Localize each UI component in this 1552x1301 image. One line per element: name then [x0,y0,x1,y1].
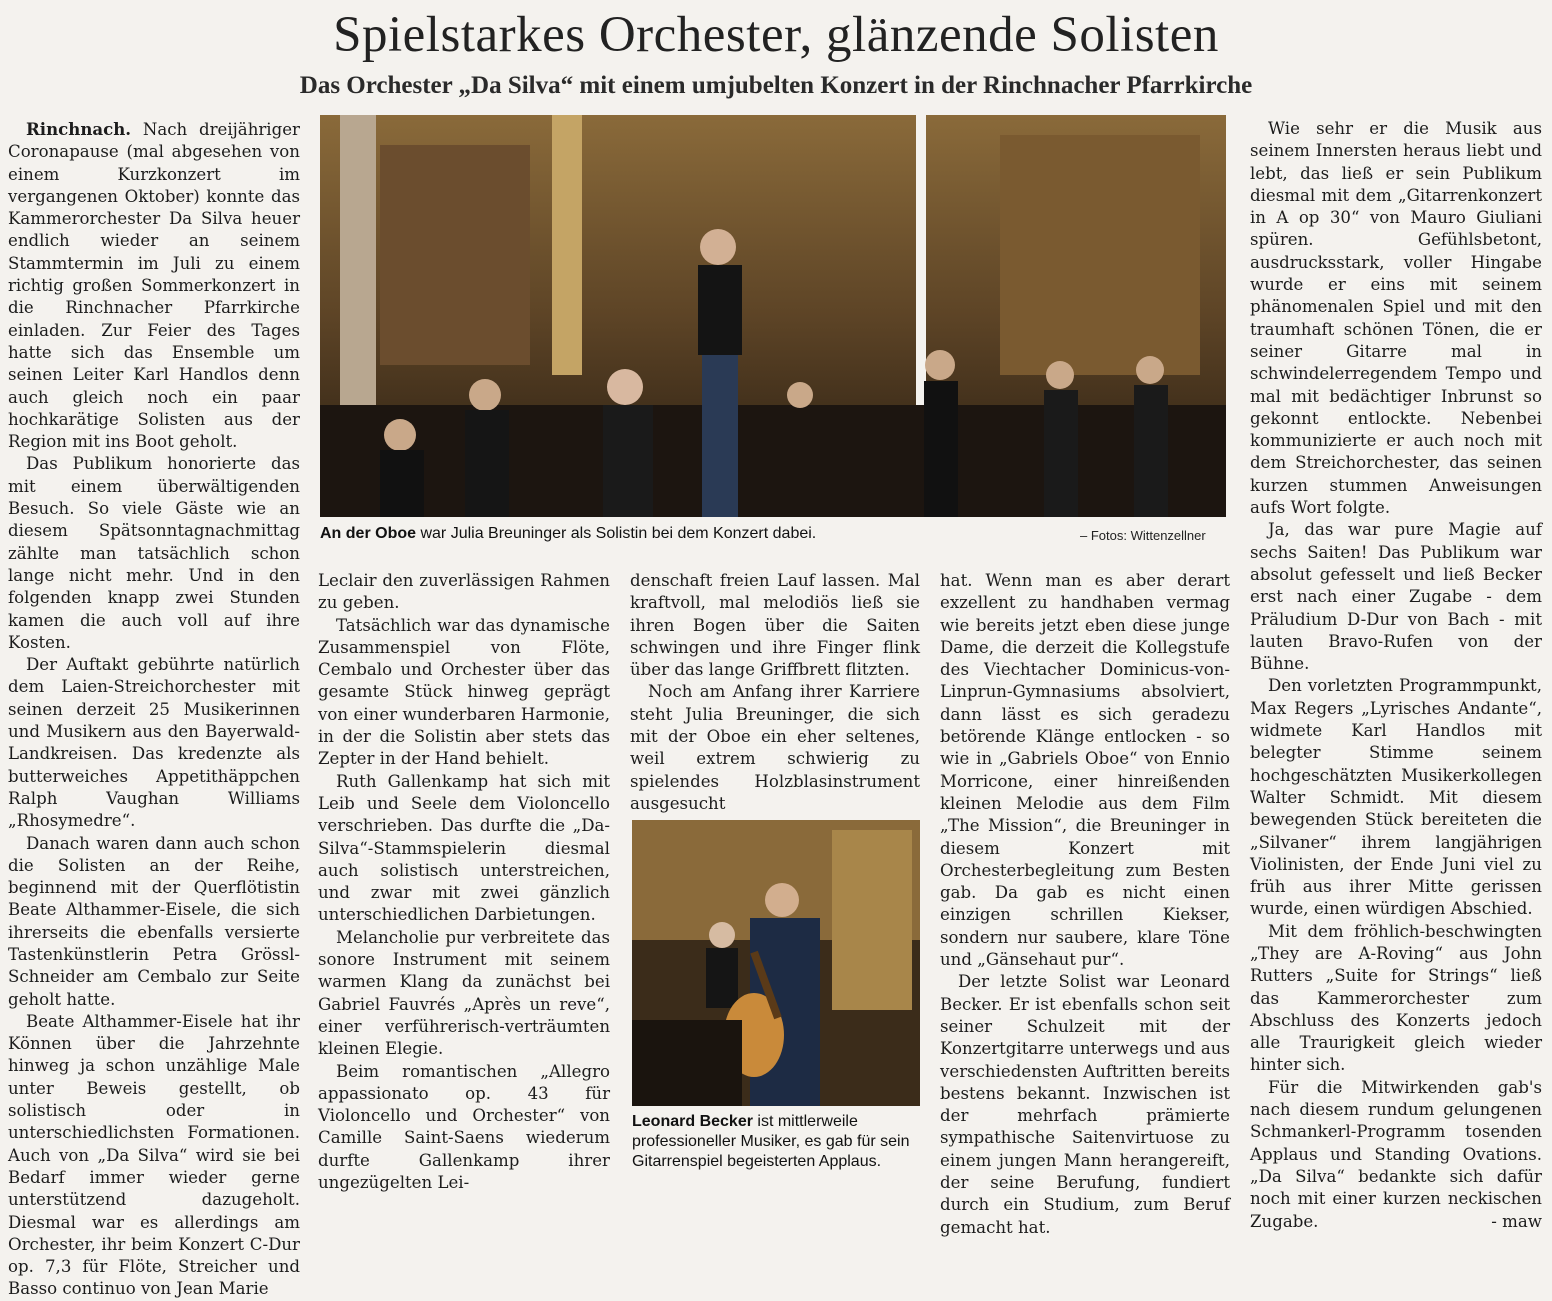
headline: Spielstarkes Orchester, glänzende Solisten [333,7,1219,63]
dateline: Rinchnach. [26,119,132,139]
guitarist-photo [632,820,920,1106]
paragraph: Beim romantischen „Allegro appassionato op. 43 für Violoncello und Orchester“ von Camille Saint-Saens wiederum durfte Gallenkamp ihrer ungezügelten Lei- [318,1061,610,1193]
caption-name: An der Oboe [320,525,417,542]
caption-name: Leonard Becker [632,1113,753,1130]
paragraph: Ja, das war pure Magie auf sechs Saiten! Das Publikum war absolut gefesselt und ließ Becker erst nach einer Zugabe - dem Präludium D-Dur von Bach - mit lauten Bravo-Rufen von der Bühne. [1250,520,1542,674]
paragraph: hat. Wenn man es aber derart exzellent zu handhaben vermag wie bereits jetzt eben diese junge Dame, die derzeit die Kollegstufe des Viechtacher Dominicus-von-Linprun-Gymnasiums absolviert, dann lässt es sich geradezu betörende Klänge entlocken - so wie in „Gabriels Oboe“ von Ennio Morricone, einer hinreißenden kleinen Melodie aus dem Film „The Mission“, die Breuninger in diesem Konzert mit Orchesterbegleitung zum Besten gab. Da gab es nicht einen einzigen schrillen Kiekser, sondern nur saubere, klare Töne und „Gänsehaut pur“. [940,571,1230,970]
guitarist-image [632,820,920,1106]
paragraph: Für die Mitwirkenden gab's nach diesem rundum gelungenen Schmankerl-Programm tosenden Applaus und Standing Ovations. „Da Silva“ bedankte sich dafür noch mit einer kurzen neckischen Zugabe. - maw [1250,1077,1542,1233]
paragraph: Den vorletzten Programmpunkt, Max Regers „Lyrisches Andante“, widmete Karl Handlos mit belegter Stimme seinem hochgeschätzten Musikerkollegen Walter Schmidt. Mit diesem bewegenden Stück bereiteten die „Silvaner“ ihrem langjährigen Violinisten, der Ende Juni viel zu früh aus ihrer Mitte gerissen wurde, einen würdigen Abschied. [1250,676,1542,919]
article-column-4 [940,570,1230,1239]
paragraph: Noch am Anfang ihrer Karriere steht Julia Breuninger, die sich mit der Oboe ein eher seltenes, weil extrem schwierig zu spielendes Holzblasinstrument ausgesucht [630,682,920,813]
paragraph: Beate Althammer-Eisele hat ihr Können über die Jahrzehnte hinweg ja schon unzählige Male unter Beweis gestellt, ob solistisch oder in unterschiedlichsten Formationen. Auch von „Da Silva“ wird sie bei Bedarf immer wieder gerne unterstützend dazugeholt. Diesmal war es allerdings am Orchester, ihr beim Konzert C-Dur op. 7,3 für Flöte, Streicher und Basso continuo von Jean Marie [8,1011,300,1299]
main-photo-caption: An der Oboe war Julia Breuninger als Solistin bei dem Konzert dabei. [320,525,817,542]
article-column-3 [630,570,920,815]
paragraph: Rinchnach. Nach dreijähriger Coronapause (mal abgesehen von einem Kurzkonzert im vergangenen Oktober) konnte das Kammerorchester Da Silva heuer endlich wieder an seinem Stammtermin im Juli zu einem richtig großen Sommerkonzert in die Rinchnacher Pfarrkirche einladen. Zur Feier des Tages hatte sich das Ensemble um seinen Leiter Karl Handlos denn auch gleich noch ein paar hochkarätige Solisten aus der Region mit ins Boot geholt. [8,119,300,452]
article-column-1 [8,118,300,1301]
paragraph: Danach waren dann auch schon die Solisten an der Reihe, beginnend mit der Querflötistin Beate Althammer-Eisele, die sich ihrerseits die ebenfalls versierte Tastenkünstlerin Petra Grössl-Schneider am Cembalo zur Seite geholt hatte. [8,833,300,1009]
paragraph: Der Auftakt gebührte natürlich dem Laien-Streichorchester mit seinen derzeit 25 Musikerinnen und Musikern aus den Bayerwald-Landkreisen. Das kredenzte als butterweiches Appetithäppchen Ralph Vaughan Williams „Rhosymedre“. [8,655,300,831]
paragraph: Melancholie pur verbreitete das sonore Instrument mit seinem warmen Klang da zunächst bei Gabriel Fauvrés „Après un reve“, einer verführerisch-verträumten kleinen Elegie. [318,927,610,1059]
paragraph: Leclair den zuverlässigen Rahmen zu geben. [318,571,610,613]
paragraph: Der letzte Solist war Leonard Becker. Er ist ebenfalls schon seit seiner Schulzeit mit der Konzertgitarre unterwegs und aus verschiedensten Auftritten bereits bestens bekannt. Inzwischen ist der mehrfach prämierte sympathische Saitenvirtuose zu einem jungen Mann herangereift, der seine Berufung, fundiert durch ein Studium, zum Beruf gemacht hat. [940,972,1230,1237]
photo-credit: – Fotos: Wittenzellner [1080,528,1206,543]
paragraph: Tatsächlich war das dynamische Zusammenspiel von Flöte, Cembalo und Orchester über das gesamte Stück hinweg geprägt von einer wunderbaren Harmonie, in der die Solistin aber stets das Zepter in der Hand behielt. [318,615,610,769]
paragraph: Das Publikum honorierte das mit einem überwältigenden Besuch. So viele Gäste wie an diesem Spätsonntagnachmittag zählte man tatsächlich schon lange nicht mehr. Und in den folgenden knapp zwei Stunden kamen die auch voll auf ihre Kosten. [8,454,300,652]
paragraph: denschaft freien Lauf lassen. Mal kraftvoll, mal melodiös ließ sie ihren Bogen über die Saiten schwingen und ihre Finger flink über das lange Griffbrett flitzten. [630,571,920,680]
subheadline: Das Orchester „Da Silva“ mit einem umjubelten Konzert in der Rinchnacher Pfarrkirche [299,72,1253,99]
article-column-5 [1250,118,1542,1233]
article-column-2 [318,570,610,1194]
author-signature: - maw [1491,1211,1542,1231]
main-photo-oboe-soloist [320,115,1226,517]
paragraph: Ruth Gallenkamp hat sich mit Leib und Seele dem Violoncello verschrieben. Das durfte die „Da-Silva“-Stammspielerin diesmal auch solistisch unterstreichen, und zwar mit zwei gänzlich unterschiedlichen Darbietungen. [318,771,610,925]
orchestra-image [320,115,1226,517]
paragraph: Mit dem fröhlich-beschwingten „They are A-Roving“ aus John Rutters „Suite for Strings“ ließ das Kammerorchester zum Abschluss des Konzerts jedoch alle Traurigkeit gleich wieder hinter sich. [1250,921,1542,1075]
guitarist-photo-caption: Leonard Becker ist mittlerweile professioneller Musiker, es gab für sein Gitarrenspiel begeisterten Applaus. [632,1113,910,1170]
paragraph: Wie sehr er die Musik aus seinem Innersten heraus liebt und lebt, das ließ er sein Publikum diesmal mit dem „Gitarrenkonzert in A op 30“ von Mauro Giuliani spüren. Gefühlsbetont, ausdrucksstark, voller Hingabe wurde er eins mit seinem phänomenalen Spiel und mit den traumhaft schönen Tönen, die er seiner Gitarre mal in schwindelerregendem Tempo und mal mit bedächtiger Inbrunst so gekonnt entlockte. Nebenbei kommunizierte er auch noch mit dem Streichorchester, das seinen kurzen stummen Anweisungen aufs Wort folgte. [1250,119,1542,518]
